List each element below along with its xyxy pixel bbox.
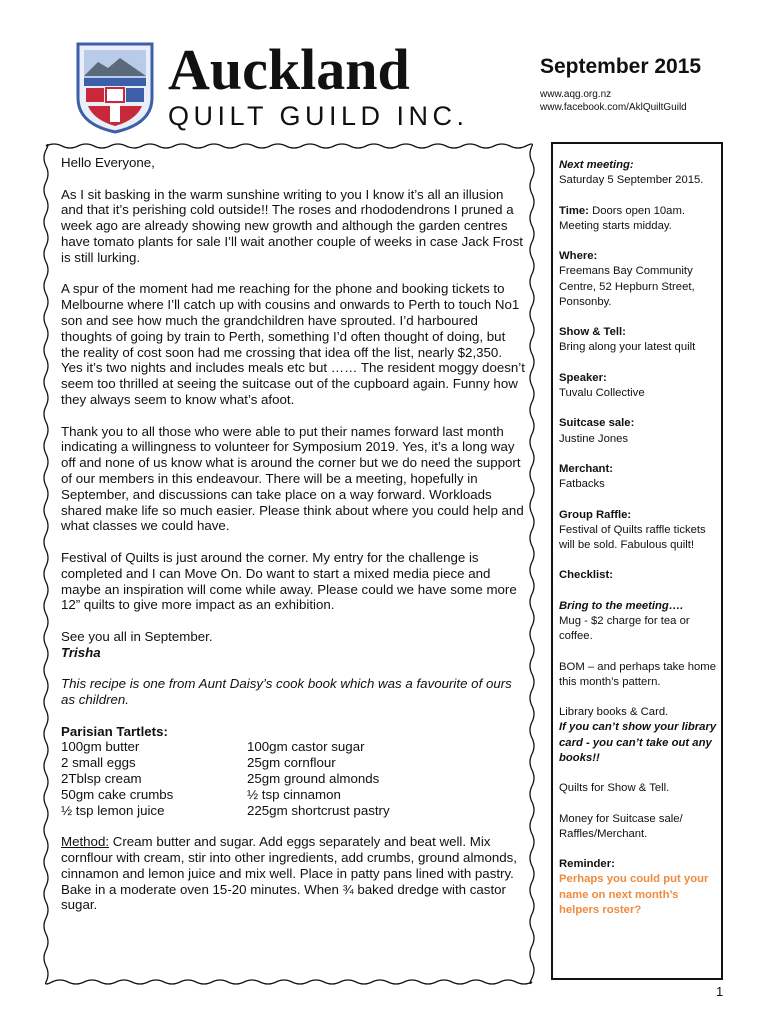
suitcase-label: Suitcase sale:	[559, 417, 635, 430]
raffle-value: Festival of Quilts raffle tickets will be sold. Fabulous quilt!	[559, 523, 706, 551]
checklist-label: Checklist:	[559, 569, 613, 582]
speaker-label: Speaker:	[559, 371, 607, 384]
letter-paragraph: Thank you to all those who were able to put their names forward last month indicating a willingness to volunteer for Symposium 2019. Yes, it’s a long way off and none of us know what is around the corner but we do need the support of our members in this endeavour. There will be a meeting, hopefully in September, and discussions can take place on a way forward. Workloads shared make life so much easier. Please think about where you could help and what classes we could have.	[61, 423, 524, 534]
bake-text: Bake in a moderate oven 15-20 minutes. When ¾ baked dredge with castor sugar.	[61, 881, 506, 913]
merchant-value: Fatbacks	[559, 478, 605, 491]
website-link[interactable]: www.aqg.org.nz	[540, 89, 612, 100]
ingredient-row: 50gm cake crumbs ½ tsp cinnamon	[61, 786, 341, 802]
quilts-item: Quilts for Show & Tell.	[559, 782, 670, 795]
org-name: Auckland	[168, 37, 410, 102]
recipe-intro: This recipe is one from Aunt Daisy’s cook book which was a favourite of ours as children.	[61, 676, 512, 708]
money-item: Money for Suitcase sale/ Raffles/Merchant.	[559, 812, 683, 840]
web-links	[540, 88, 687, 114]
letter-paragraph: A spur of the moment had me reaching for the phone and booking tickets to Melbourne where I’ll catch up with cousins and onwards to Perth to touch No1 son and see how much the grandchildren have sprouted. I’d harboured thoughts of going by train to Perth, something I’d often thought of doing, but the reality of cost soon had me crossing that idea off the list, nearly $2,350. Yes it’s two nights and includes meals etc but …… The resident moggy doesn’t seem too thrilled at seeing the suitcase out of the cupboard again. Funny how they always seem to know what’s afoot.	[61, 281, 525, 407]
facebook-link[interactable]: www.facebook.com/AklQuiltGuild	[540, 102, 687, 113]
issue-date: September 2015	[540, 55, 702, 78]
sidebar-content	[559, 158, 721, 918]
time-label: Time:	[559, 204, 589, 217]
bring-value: Mug - $2 charge for tea or coffee.	[559, 614, 690, 643]
where-value: Freemans Bay Community Centre, 52 Hepburn Street, Ponsonby.	[559, 265, 695, 308]
reminder-text: Perhaps you could put your name on next month’s helpers roster?	[559, 873, 709, 916]
bom-item: BOM – and perhaps take home this month’s pattern.	[559, 660, 716, 688]
recipe-method	[61, 834, 527, 913]
method-label: Method:	[61, 834, 110, 850]
show-tell-value: Bring along your latest quilt	[559, 341, 696, 354]
ingredient-row: 100gm butter 100gm castor sugar	[61, 739, 365, 755]
recipe-title: Parisian Tartlets:	[61, 723, 168, 739]
ingredient-row: 2Tblsp cream 25gm ground almonds	[61, 771, 380, 787]
guild-crest-logo	[76, 42, 154, 134]
raffle-label: Group Raffle:	[559, 508, 632, 521]
merchant-label: Merchant:	[559, 462, 613, 475]
suitcase-value: Justine Jones	[559, 432, 629, 445]
page-number: 1	[716, 984, 724, 999]
org-subtitle: QUILT GUILD INC.	[168, 101, 469, 131]
ingredient-row: ½ tsp lemon juice 225gm shortcrust pastry	[61, 802, 390, 818]
bring-label: Bring to the meeting….	[559, 599, 684, 612]
library-item: Library books & Card.	[559, 706, 669, 719]
letter-paragraph: As I sit basking in the warm sunshine writing to you I know it’s all an illusion and that it’s perishing cold outside!! The roses and rhododendrons I pruned a week ago are already showing new growth and although the garden centres have tomato plants for sale I’ll wait another couple of weeks in case Jack Frost is still lurking.	[61, 186, 523, 265]
method-text: Cream butter and sugar. Add eggs separately and beat well. Mix cornflour with cream, stir into other ingredients, add crumbs, ground almonds, cinnamon and lemon juice and mix well. Place in patty pans lined with pastry.	[61, 834, 518, 881]
where-label: Where:	[559, 250, 598, 263]
show-tell-label: Show & Tell:	[559, 326, 626, 339]
ingredient-row: 2 small eggs 25gm cornflour	[61, 755, 336, 771]
library-warning: If you can’t show your library card - you can’t take out any books!!	[559, 721, 717, 764]
letter-closing: See you all in September.	[61, 628, 213, 644]
president-letter	[61, 155, 527, 913]
next-meeting-label: Next meeting:	[559, 159, 634, 171]
next-meeting-value: Saturday 5 September 2015.	[559, 174, 704, 187]
ingredient-list	[61, 739, 527, 818]
letter-paragraph: Festival of Quilts is just around the corner. My entry for the challenge is completed and I can Move On. Do want to start a mixed media piece and maybe an inspiration will come while away. Please could we have some more 12” quilts to give more impact as an exhibition.	[61, 549, 517, 613]
reminder-label: Reminder:	[559, 858, 615, 871]
letter-greeting: Hello Everyone,	[61, 155, 155, 170]
time-value: Doors open 10am. Meeting starts midday.	[559, 204, 686, 232]
letter-signature: Trisha	[61, 644, 101, 660]
speaker-value: Tuvalu Collective	[559, 386, 645, 399]
